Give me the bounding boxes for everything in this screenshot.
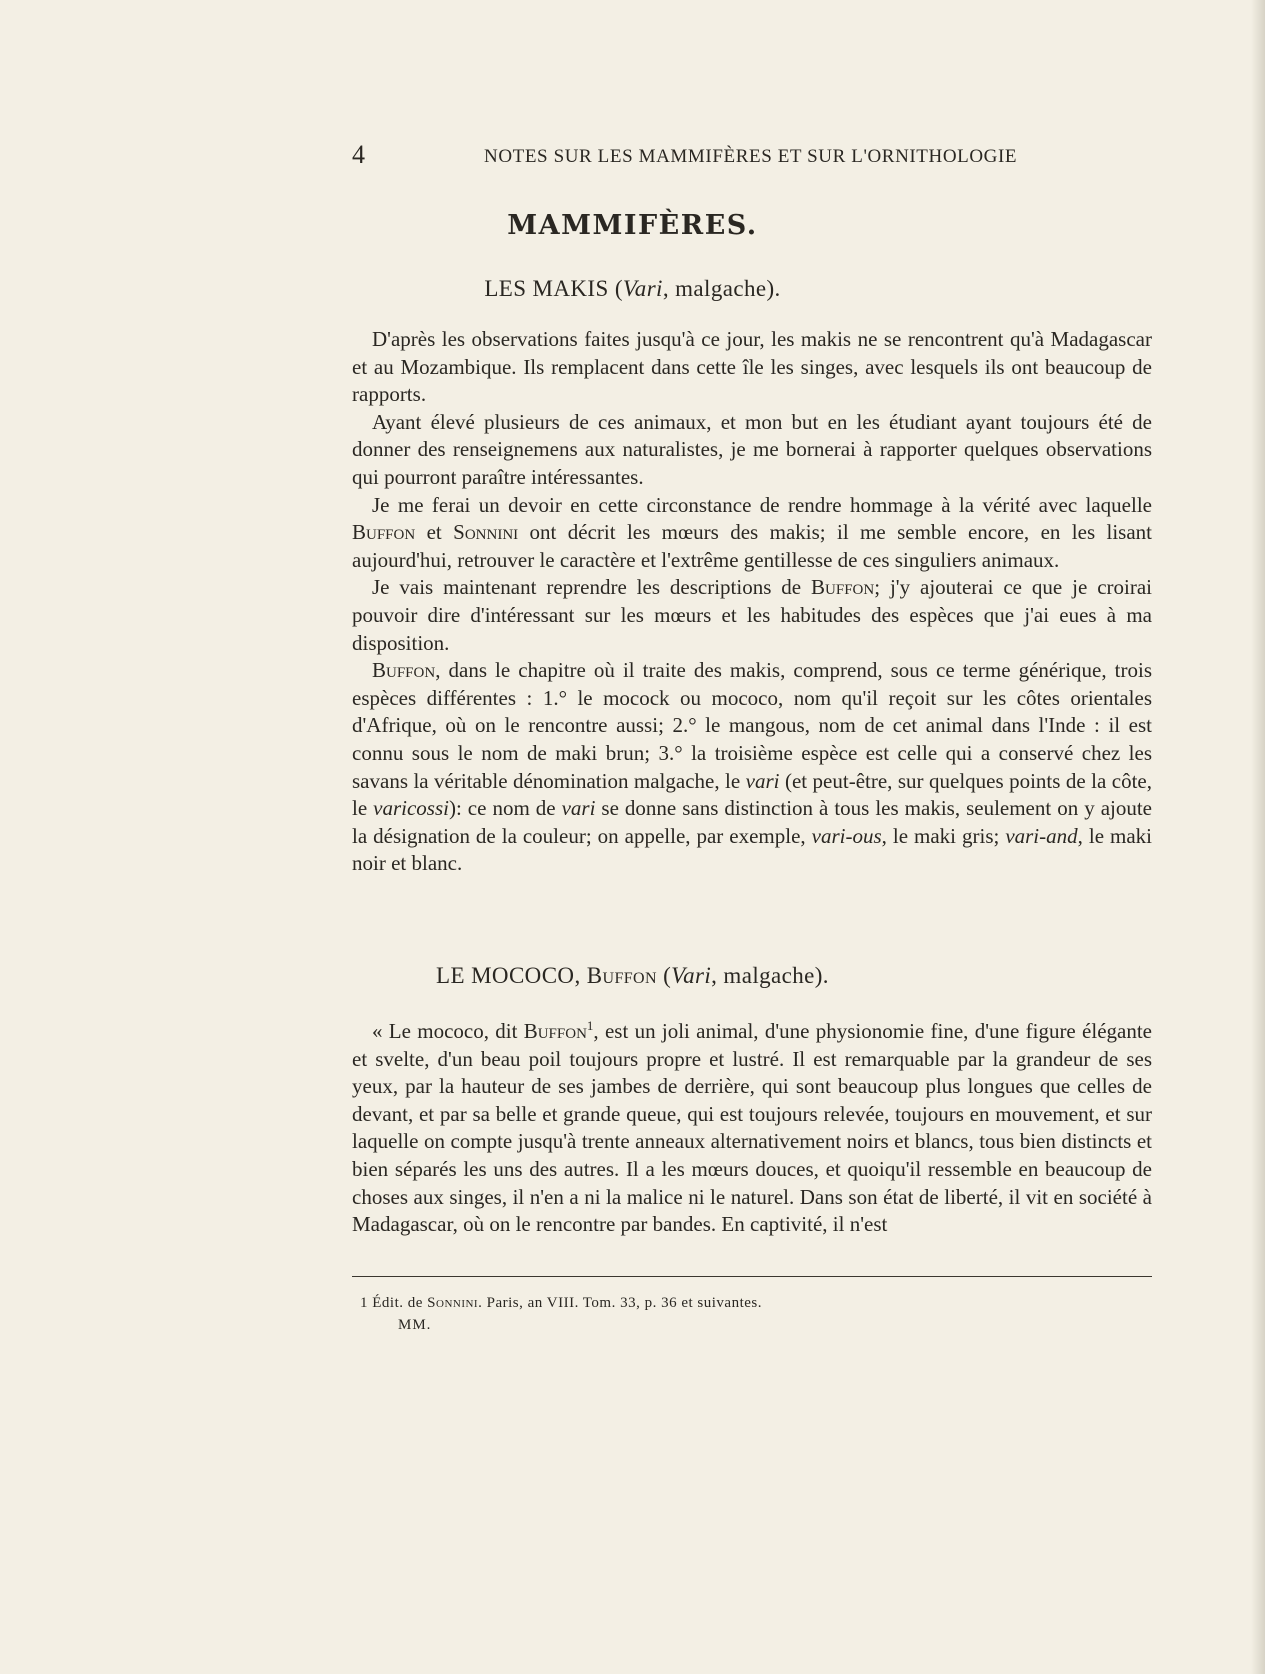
- section-title: MAMMIFÈRES.: [507, 210, 758, 241]
- footnote-rule: [352, 1276, 1152, 1277]
- signature-mark: MM.: [398, 1317, 432, 1333]
- mococo-text: [352, 1012, 1152, 1239]
- footnote: [360, 1292, 1140, 1336]
- paragraph-2: Ayant élevé plusieurs de ces animaux, et mon but en les étudiant ayant toujours été de donner des renseignemens aux naturalistes, je me bornerai à rapporter quelques observations qui pourront paraître intéressantes.: [352, 409, 1152, 489]
- page-number: 4: [352, 140, 366, 169]
- subheading-les-makis: LES MAKIS (Vari, malgache).: [484, 276, 781, 301]
- page-edge-shadow: [1251, 0, 1265, 1674]
- footnote-marker: 1: [586, 1018, 594, 1033]
- paragraph-5: Buffon, dans le chapitre où il traite des makis, comprend, sous ce terme générique, trois espèces différentes : 1.° le mocock ou mococo, nom qu'il reçoit sur les côtes orientales d'Afrique, où on le rencontre aussi; 2.° le mangous, nom de cet animal dans l'Inde : il est connu sous le nom de maki brun; 3.° la troisième espèce est celle qui a conservé chez les savans la véritable dénomination malgache, le vari (et peut-être, sur quelques points de la côte, le varicossi): ce nom de vari se donne sans distinction à tous les makis, seulement on y ajoute la désignation de la couleur; on appelle, par exemple, vari-ous, le maki gris; vari-and, le maki noir et blanc.: [352, 658, 1153, 876]
- intro-text: [352, 326, 1152, 878]
- paragraph-4: Je vais maintenant reprendre les descriptions de Buffon; j'y ajouterai ce que je croirai pouvoir dire d'intéressant sur les mœurs et les habitudes des espèces que j'ai eues à ma disposition.: [352, 575, 1152, 655]
- paragraph-3: Je me ferai un devoir en cette circonstance de rendre hommage à la vérité avec laquelle Buffon et Sonnini ont décrit les mœurs des makis; il me semble encore, en les lisant aujourd'hui, retrouver le caractère et l'extrême gentillesse de ces singuliers animaux.: [352, 492, 1152, 572]
- subheading-le-mococo: LE MOCOCO, Buffon (Vari, malgache).: [436, 963, 829, 988]
- quote-paragraph: « Le mococo, dit Buffon$^1$, est un joli animal, d'une physionomie fine, d'une figure élégante et svelte, d'un beau poil toujours propre et lustré. Il est remarquable par la grandeur de ses yeux, par la hauteur de ses jambes de derrière, qui sont beaucoup plus longues que celles de devant, et par sa belle et grande queue, qui est toujours relevée, toujours en mouvement, et sur laquelle on compte jusqu'à trente anneaux alternativement noirs et blancs, tous bien distincts et bien séparés les uns des autres. Il a les mœurs douces, et quoiqu'il ressemble en beaucoup de choses aux singes, il n'en a ni la malice ni le naturel. Dans son état de liberté, il vit en société à Madagascar, où on le rencontre par bandes. En captivité, il n'est: [352, 1018, 1152, 1237]
- running-head: [352, 140, 1152, 176]
- running-title: NOTES SUR LES MAMMIFÈRES ET SUR L'ORNITHOLOGIE: [484, 146, 1018, 167]
- paragraph-1: D'après les observations faites jusqu'à ce jour, les makis ne se rencontrent qu'à Madagascar et au Mozambique. Ils remplacent dans cette île les singes, avec lesquels ils ont beaucoup de rapports.: [352, 327, 1152, 407]
- footnote-text: 1 Édit. de Sonnini. Paris, an VIII. Tom. 33, p. 36 et suivantes.: [360, 1295, 762, 1311]
